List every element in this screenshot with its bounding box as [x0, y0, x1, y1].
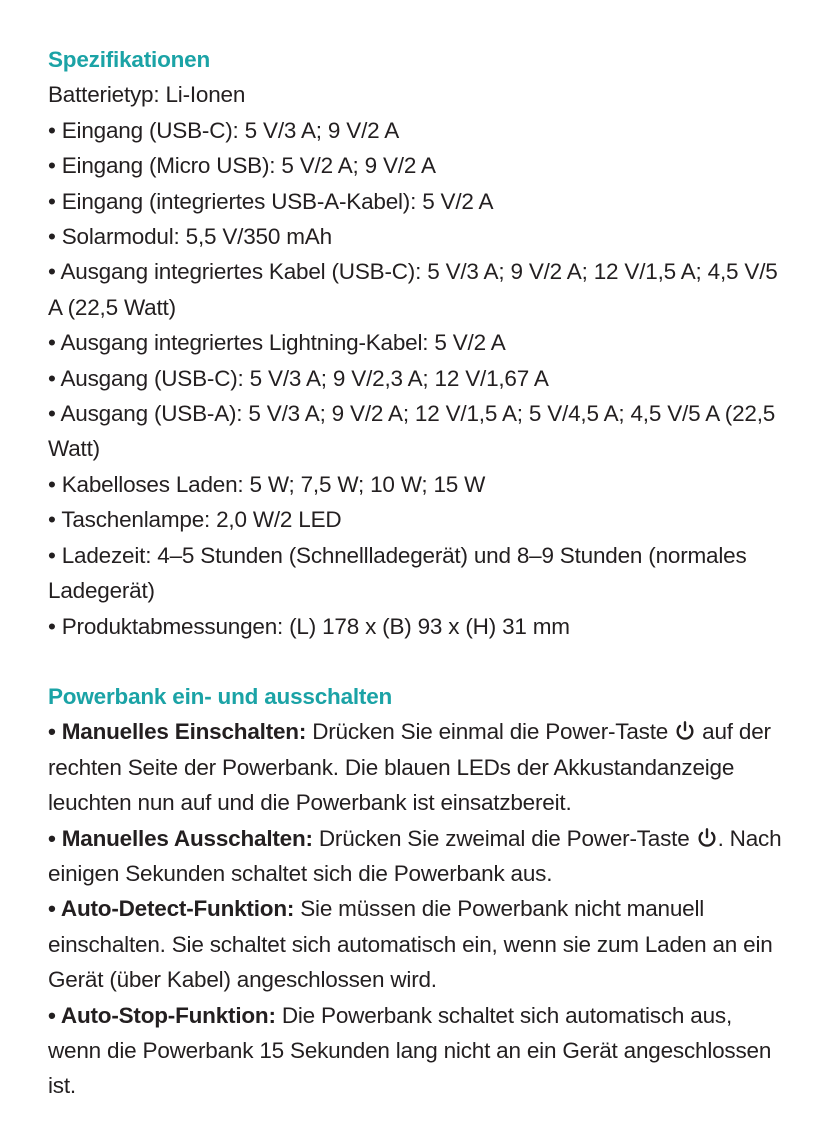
spec-item: • Kabelloses Laden: 5 W; 7,5 W; 10 W; 15 W — [48, 471, 486, 497]
power-on-text: Drücken Sie einmal die Power-Taste — [306, 719, 675, 745]
power-heading: Powerbank ein- und ausschalten — [48, 683, 393, 709]
spec-item: • Taschenlampe: 2,0 W/2 LED — [48, 507, 342, 533]
power-off-text-cont: . Nach einigen Sekunden schaltet sich die Powerbank aus. — [48, 825, 782, 886]
spec-item: • Eingang (USB-C): 5 V/3 A; 9 V/2 A — [48, 117, 400, 143]
auto-stop-label: • Auto-Stop-Funktion: — [48, 1002, 276, 1028]
spec-heading: Spezifikationen — [48, 47, 211, 72]
auto-detect-text: Sie müssen die Powerbank nicht manuell einschalten. Sie schaltet sich automatisch ein, wenn sie zum Laden an ein Gerät (über Kabel) angeschlossen wird. — [48, 896, 773, 993]
power-icon — [674, 720, 696, 742]
spec-item: • Eingang (Micro USB): 5 V/2 A; 9 V/2 A — [48, 153, 436, 179]
auto-stop-text: Die Powerbank schaltet sich automatisch aus, wenn die Powerbank 15 Sekunden lang nicht an ein Gerät angeschlossen ist. — [48, 1002, 772, 1099]
spec-item: • Solarmodul: 5,5 V/350 mAh — [48, 224, 332, 250]
spec-item: • Ausgang (USB-A): 5 V/3 A; 9 V/2 A; 12 V/1,5 A; 5 V/4,5 A; 4,5 V/5 A (22,5 Watt) — [48, 401, 776, 462]
spec-item: • Produktabmessungen: (L) 178 x (B) 93 x (H) 31 mm — [48, 613, 570, 639]
power-off-paragraph — [48, 821, 788, 892]
power-on-paragraph — [48, 714, 788, 820]
power-off-label: • Manuelles Ausschalten: — [48, 825, 313, 851]
auto-detect-paragraph — [48, 891, 788, 997]
spec-item: • Ausgang integriertes Kabel (USB-C): 5 V/3 A; 9 V/2 A; 12 V/1,5 A; 4,5 V/5 A (22,5 Watt) — [48, 259, 778, 320]
power-off-text: Drücken Sie zweimal die Power-Taste — [312, 825, 696, 851]
spec-item: • Ausgang integriertes Lightning-Kabel: 5 V/2 A — [48, 330, 506, 356]
power-on-text-cont: auf der rechten Seite der Powerbank. Die blauen LEDs der Akkustandanzeige leuchten nun auf und die Powerbank ist einsatzbereit. — [48, 719, 771, 816]
auto-stop-paragraph — [48, 998, 788, 1104]
spec-item: • Ausgang (USB-C): 5 V/3 A; 9 V/2,3 A; 12 V/1,67 A — [48, 365, 549, 391]
power-icon — [696, 827, 718, 849]
spec-item: • Eingang (integriertes USB-A-Kabel): 5 V/2 A — [48, 188, 494, 214]
spec-item: • Ladezeit: 4–5 Stunden (Schnellladegerät) und 8–9 Stunden (normales Ladegerät) — [48, 542, 747, 604]
power-on-label: • Manuelles Einschalten: — [48, 719, 307, 745]
auto-detect-label: • Auto-Detect-Funktion: — [48, 896, 295, 922]
document-page — [48, 42, 788, 1104]
battery-type: Batterietyp: Li-Ionen — [48, 82, 246, 108]
